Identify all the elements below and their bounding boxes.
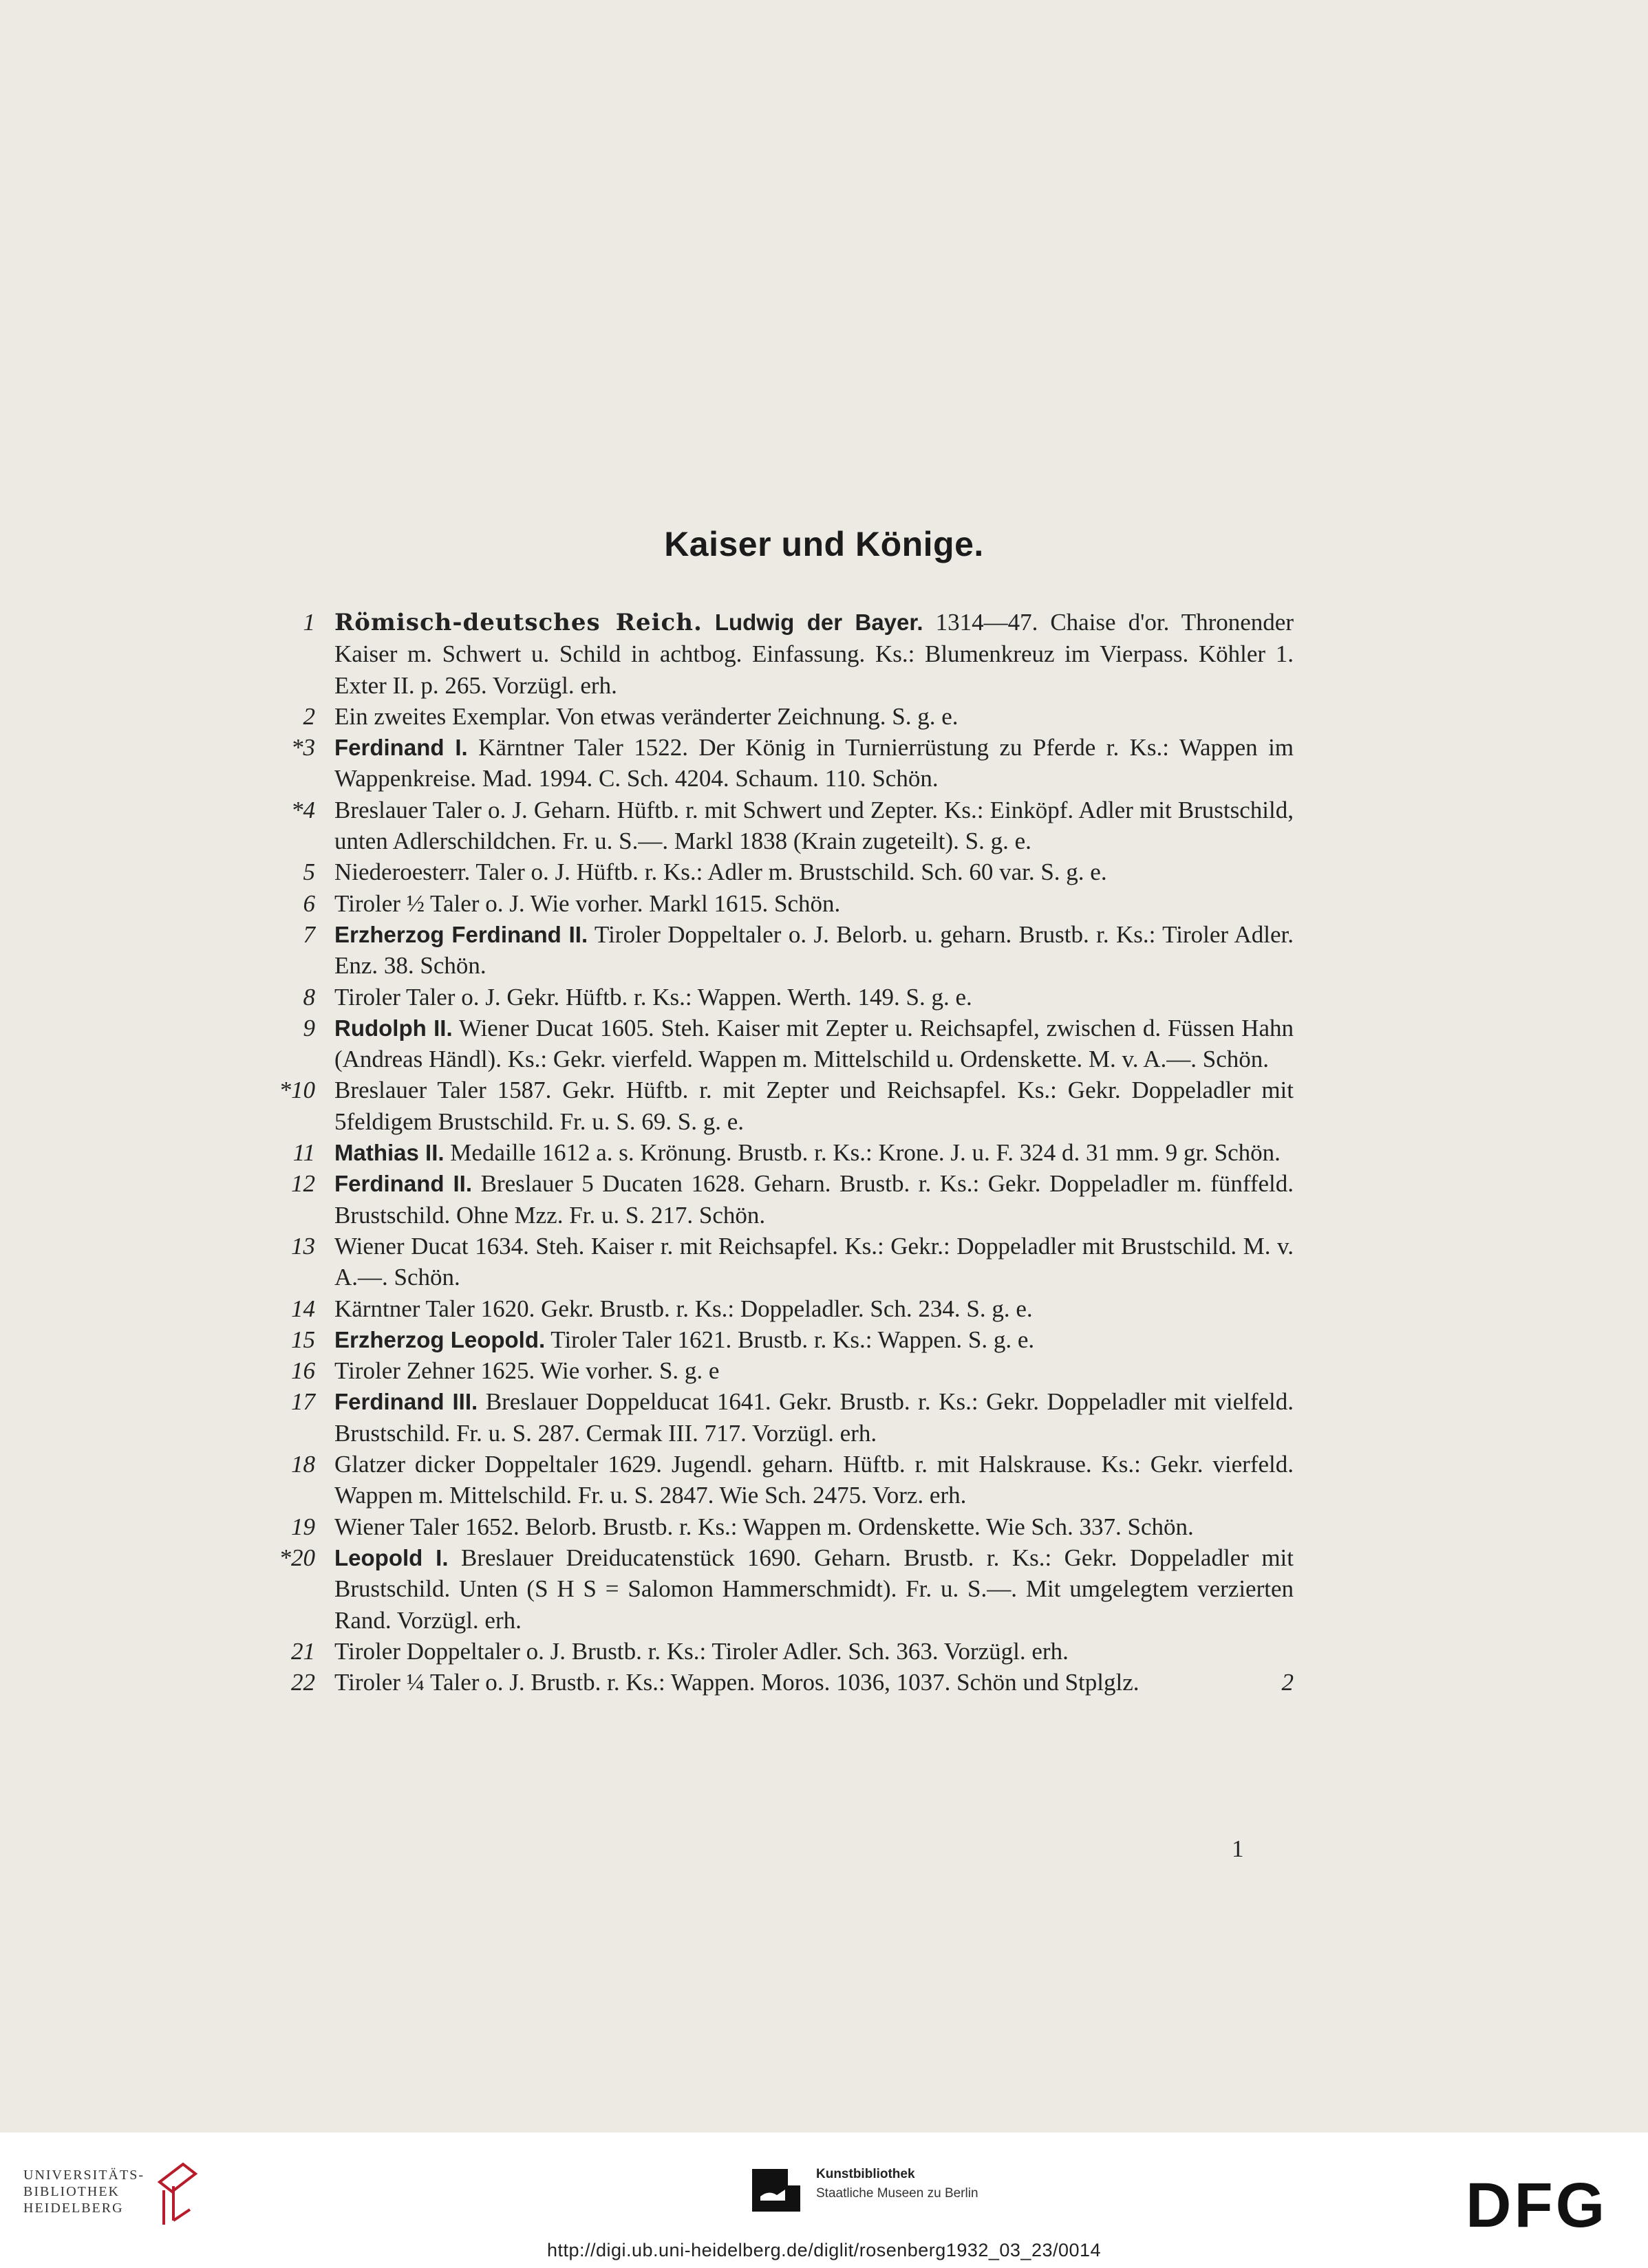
entry-text: Tiroler ½ Taler o. J. Wie vorher. Markl 1615. Schön. <box>334 889 841 917</box>
entry-text: Breslauer Taler o. J. Geharn. Hüftb. r. mit Schwert und Zepter. Ks.: Einköpf. Adler mit Brustschild, unten Adlerschildchen. Fr. u. S.—. Markl 1838 (Krain zugeteilt). S. g. e. <box>334 796 1294 855</box>
kunstbibliothek-emblem-icon <box>752 2169 800 2212</box>
entry-heading: Leopold I. <box>334 1544 449 1570</box>
catalog-entry <box>275 1168 1294 1231</box>
entry-subheading: Ludwig der Bayer. <box>714 609 923 635</box>
entry-text: Niederoesterr. Taler o. J. Hüftb. r. Ks.: Adler m. Brustschild. Sch. 60 var. S. g. e. <box>334 858 1107 886</box>
catalog-entry <box>275 1293 1294 1324</box>
entry-text: Medaille 1612 a. s. Krönung. Brustb. r. Ks.: Krone. J. u. F. 324 d. 31 mm. 9 gr. Schön. <box>450 1139 1281 1167</box>
entry-text: Glatzer dicker Doppeltaler 1629. Jugendl. geharn. Hüftb. r. mit Halskrause. Ks.: Gekr. vierfeld. Wappen m. Mittelschild. Fr. u. S. 2847. Wie Sch. 2475. Vorz. erh. <box>334 1451 1294 1509</box>
entry-heading: Ferdinand III. <box>334 1389 478 1415</box>
ub-heidelberg-logo[interactable] <box>23 2167 216 2236</box>
entry-text: Kärntner Taler 1522. Der König in Turnierrüstung zu Pferde r. Ks.: Wappen im Wappenkreise. Mad. 1994. C. Sch. 4204. Schaum. 110. Schön. <box>334 734 1294 792</box>
catalog-entry <box>275 1449 1294 1511</box>
ub-line: HEIDELBERG <box>23 2201 124 2216</box>
entry-text: Wiener Taler 1652. Belorb. Brustb. r. Ks.: Wappen m. Ordenskette. Wie Sch. 337. Schön. <box>334 1513 1194 1540</box>
catalog-entry <box>275 795 1294 857</box>
entry-heading: Ferdinand II. <box>334 1171 472 1197</box>
entry-text: Breslauer 5 Ducaten 1628. Geharn. Brustb. r. Ks.: Gekr. Doppeladler m. fünffeld. Brustschild. Ohne Mzz. Fr. u. S. 217. Schön. <box>334 1170 1294 1229</box>
kunstbibliothek-logo[interactable] <box>752 2166 1027 2227</box>
entry-text: Tiroler Taler o. J. Gekr. Hüftb. r. Ks.: Wappen. Werth. 149. S. g. e. <box>334 983 972 1011</box>
catalog-entry <box>275 982 1294 1013</box>
entry-number: 17 <box>291 1388 315 1416</box>
entry-number: 22 <box>291 1669 315 1696</box>
entry-text: Wiener Ducat 1605. Steh. Kaiser mit Zepter u. Reichsapfel, zwischen d. Füssen Hahn (Andreas Händl). Ks.: Gekr. vierfeld. Wappen m. Mittelschild u. Ordenskette. M. v. A.—. Schön. <box>334 1014 1294 1073</box>
catalog-entry <box>275 1137 1294 1168</box>
entry-text: Tiroler Doppeltaler o. J. Brustb. r. Ks.: Tiroler Adler. Sch. 363. Vorzügl. erh. <box>334 1637 1069 1665</box>
entry-text: Kärntner Taler 1620. Gekr. Brustb. r. Ks.: Doppeladler. Sch. 234. S. g. e. <box>334 1295 1033 1322</box>
entry-number: 21 <box>291 1637 315 1665</box>
entry-number: 9 <box>303 1014 315 1041</box>
entry-text: Wiener Ducat 1634. Steh. Kaiser r. mit Reichsapfel. Ks.: Gekr.: Doppeladler mit Brustschild. M. v. A.—. Schön. <box>334 1232 1294 1291</box>
entry-number: 19 <box>291 1513 315 1540</box>
entry-heading: Rudolph II. <box>334 1015 453 1041</box>
entry-number: 14 <box>291 1295 315 1322</box>
catalog-entry <box>275 701 1294 732</box>
catalog-entry <box>275 1667 1294 1698</box>
entry-number: 8 <box>303 983 315 1011</box>
entry-heading: Mathias II. <box>334 1140 445 1166</box>
kunstbibliothek-name: Kunstbibliothek <box>816 2167 915 2181</box>
page-title: Kaiser und Könige. <box>664 525 984 563</box>
entry-number: 13 <box>291 1232 315 1260</box>
entry-number: *4 <box>291 796 315 823</box>
catalog-entry <box>275 1636 1294 1667</box>
catalog-entry <box>275 1511 1294 1542</box>
catalog-entry <box>275 888 1294 919</box>
entry-heading: Römisch-deutsches Reich. <box>334 609 703 636</box>
entry-heading: Erzherzog Leopold. <box>334 1326 546 1352</box>
entry-text: Breslauer Taler 1587. Gekr. Hüftb. r. mit Zepter und Reichsapfel. Ks.: Gekr. Doppeladler mit 5feldigem Brustschild. Fr. u. S. 69. S. g. e. <box>334 1077 1294 1135</box>
entry-text: Tiroler Doppeltaler o. J. Belorb. u. geharn. Brustb. r. Ks.: Tiroler Adler. Enz. 38. Schön. <box>334 920 1294 980</box>
ub-emblem-icon <box>154 2161 202 2227</box>
entry-number: *3 <box>291 734 315 762</box>
entry-number: 7 <box>303 920 315 948</box>
entry-number: 18 <box>291 1451 315 1478</box>
catalog-entry <box>275 1542 1294 1636</box>
entry-heading: Erzherzog Ferdinand II. <box>334 921 588 947</box>
kunstbibliothek-subtitle: Staatliche Museen zu Berlin <box>816 2186 978 2201</box>
ub-line: UNIVERSITÄTS- <box>23 2168 145 2183</box>
footer-bar <box>0 2132 1648 2268</box>
entry-number: 5 <box>303 858 315 886</box>
entry-heading: Ferdinand I. <box>334 735 468 761</box>
catalog-entries <box>275 607 1294 1698</box>
page-number: 1 <box>1232 1835 1244 1862</box>
entry-text: 1314—47. Chaise d'or. Thronender Kaiser m. Schwert u. Schild in achtbog. Einfassung. Ks.: Blumenkreuz im Vierpass. Köhler 1. Exter II. p. 265. Vorzügl. erh. <box>334 609 1294 699</box>
entry-text: Tiroler Zehner 1625. Wie vorher. S. g. e <box>334 1357 720 1385</box>
catalog-entry <box>275 1324 1294 1355</box>
catalog-entry <box>275 732 1294 795</box>
entry-text: Ein zweites Exemplar. Von etwas veränderter Zeichnung. S. g. e. <box>334 702 959 730</box>
catalog-entry <box>275 1386 1294 1449</box>
entry-number: *10 <box>279 1077 315 1104</box>
entry-text: Breslauer Dreiducatenstück 1690. Geharn. Brustb. r. Ks.: Gekr. Doppeladler mit Brustschild. Unten (S H S = Salomon Hammerschmidt). Fr. u. S.—. Mit umgelegtem verzierten Rand. Vorzügl. erh. <box>334 1544 1294 1634</box>
catalog-entry <box>275 1231 1294 1293</box>
entry-text: Tiroler Taler 1621. Brustb. r. Ks.: Wappen. S. g. e. <box>550 1326 1035 1353</box>
catalog-entry <box>275 607 1294 701</box>
ub-line: BIBLIOTHEK <box>23 2184 120 2199</box>
catalog-entry <box>275 1355 1294 1386</box>
entry-number: 16 <box>291 1357 315 1385</box>
entry-number: 6 <box>303 889 315 917</box>
signature-mark: 2 <box>1281 1669 1294 1696</box>
catalog-entry <box>275 919 1294 982</box>
catalog-entry <box>275 1013 1294 1075</box>
entry-number: 1 <box>303 609 315 636</box>
entry-number: 15 <box>291 1326 315 1353</box>
entry-text: Tiroler ¼ Taler o. J. Brustb. r. Ks.: Wappen. Moros. 1036, 1037. Schön und Stplglz. <box>334 1669 1139 1696</box>
entry-number: *20 <box>279 1544 315 1571</box>
catalog-entry <box>275 1074 1294 1137</box>
entry-text: Breslauer Doppelducat 1641. Gekr. Brustb. r. Ks.: Gekr. Doppeladler mit vielfeld. Brustschild. Fr. u. S. 287. Cermak III. 717. Vorzügl. erh. <box>334 1388 1294 1447</box>
page-url[interactable]: http://digi.ub.uni-heidelberg.de/diglit/rosenberg1932_03_23/0014 <box>546 2240 1102 2260</box>
catalog-entry <box>275 856 1294 887</box>
ub-logo-text <box>23 2167 145 2216</box>
dfg-logo[interactable]: DFG <box>1466 2170 1608 2240</box>
entry-number: 2 <box>303 702 315 730</box>
entry-number: 11 <box>292 1139 315 1167</box>
entry-number: 12 <box>291 1170 315 1198</box>
